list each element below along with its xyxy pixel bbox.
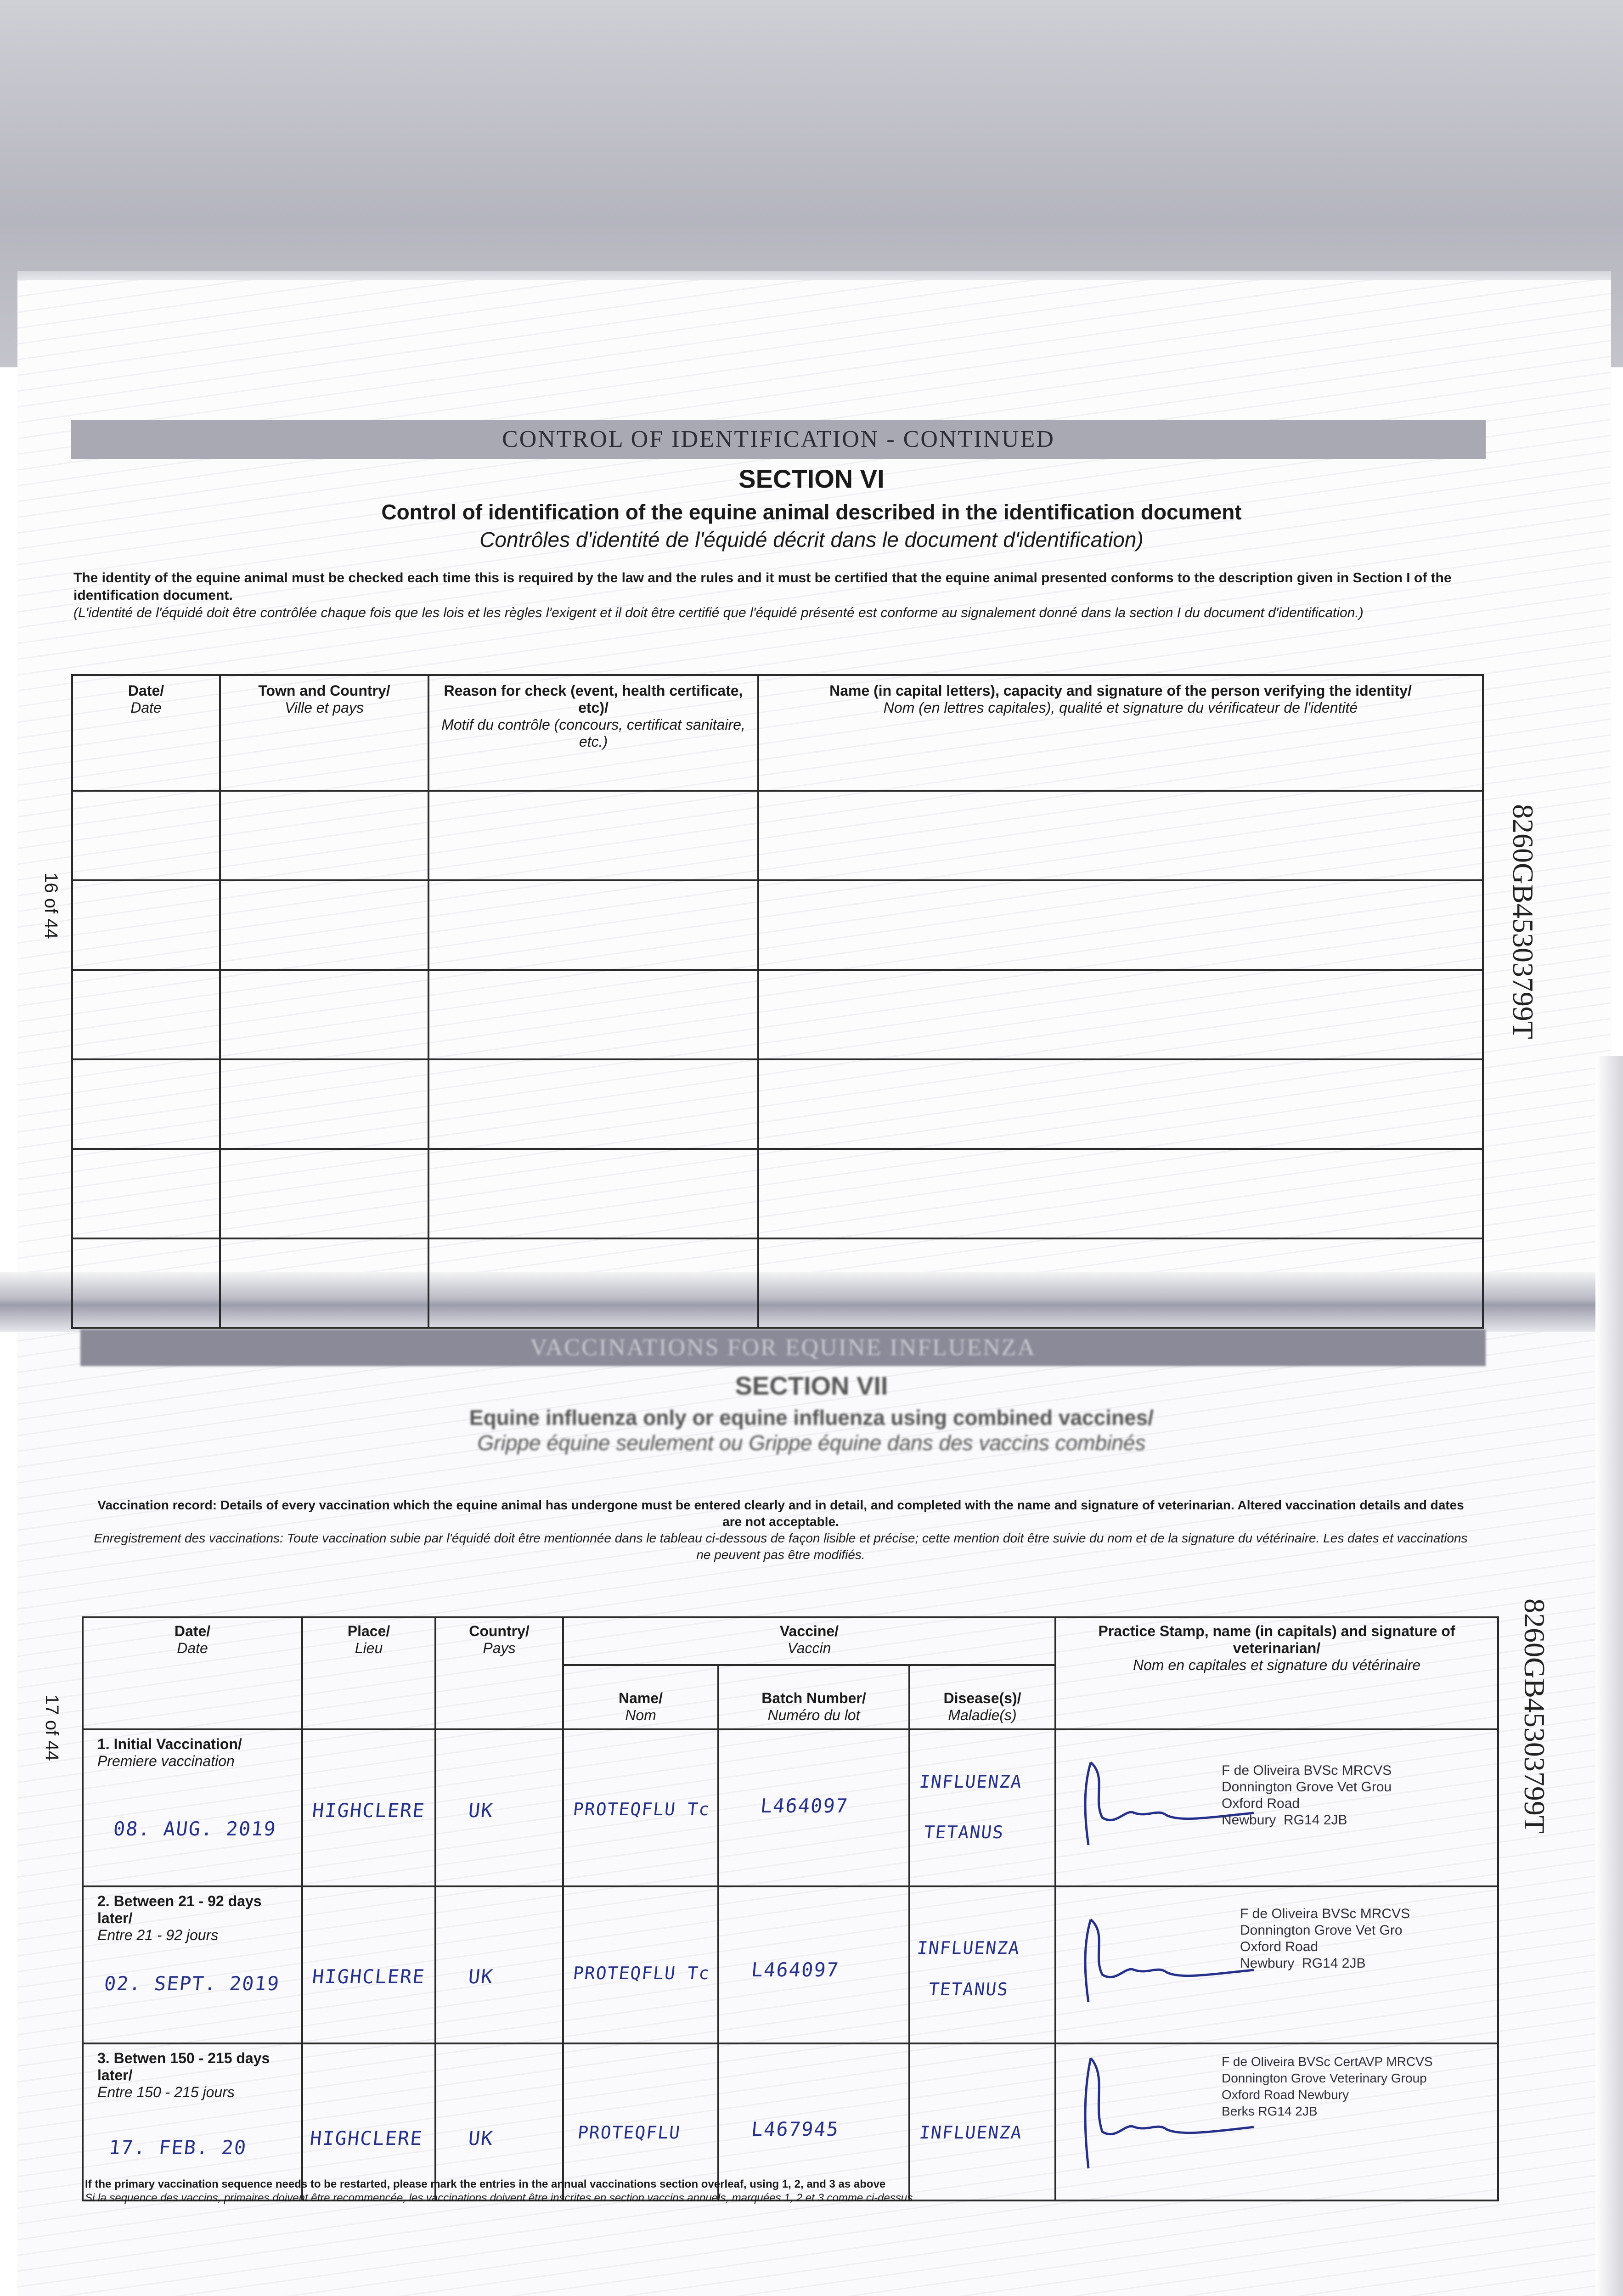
handwritten-batch: L467945	[750, 2118, 840, 2140]
table-row	[72, 880, 1483, 970]
batch-cell[interactable]	[718, 1886, 909, 2043]
town-cell[interactable]	[220, 791, 428, 880]
row-label-en: 1. Initial Vaccination/	[97, 1736, 242, 1752]
table-row	[72, 1238, 1483, 1328]
header-verifier: Name (in capital letters), capacity and signature of the person verifying the identity/ Nom (en lettres capitales), qualité et signature du vérificateur de l'identité	[758, 675, 1483, 791]
section-banner: CONTROL OF IDENTIFICATION - CONTINUED	[71, 420, 1486, 459]
handwritten-disease-1: INFLUENZA	[916, 1938, 1021, 1958]
page-number: 17 of 44	[41, 1694, 62, 1761]
section-title: SECTION VI	[738, 464, 885, 493]
verifier-cell[interactable]	[758, 880, 1483, 970]
country-cell[interactable]	[435, 2043, 563, 2200]
batch-cell[interactable]	[718, 1729, 909, 1886]
date-cell[interactable]	[72, 880, 220, 970]
verifier-cell[interactable]	[758, 970, 1483, 1059]
header-diseases: Disease(s)/ Maladie(s)	[909, 1665, 1055, 1729]
town-cell[interactable]	[220, 1238, 428, 1328]
header-reason: Reason for check (event, health certificate, etc)/ Motif du contrôle (concours, certificat sanitaire, etc.)	[428, 675, 758, 791]
reason-cell[interactable]	[428, 1149, 758, 1238]
practice-stamp: F de Oliveira BVSc MRCVS Donnington Grove Vet Grou Oxford Road Newbury RG14 2JB	[1222, 1763, 1392, 1828]
stamp-cell[interactable]	[1055, 1886, 1498, 2043]
document-id: 8260GB45303799T	[1507, 804, 1539, 1039]
table-row	[72, 970, 1483, 1059]
row-label-en: 3. Betwen 150 - 215 days later/	[97, 2050, 270, 2083]
date-cell[interactable]	[72, 970, 220, 1059]
handwritten-country: UK	[467, 1965, 495, 1988]
reason-cell[interactable]	[428, 880, 758, 970]
handwritten-place: HIGHCLERE	[311, 1965, 427, 1988]
handwritten-vaccine-name: PROTEQFLU	[576, 2122, 682, 2143]
verifier-cell[interactable]	[758, 1059, 1483, 1149]
reason-cell[interactable]	[428, 1059, 758, 1149]
practice-stamp: F de Oliveira BVSc MRCVS Donnington Grove Vet Gro Oxford Road Newbury RG14 2JB	[1240, 1906, 1410, 1971]
table-row	[72, 1149, 1483, 1238]
section-banner-blurred: VACCINATIONS FOR EQUINE INFLUENZA	[80, 1329, 1486, 1366]
stamp-cell[interactable]	[1055, 2043, 1498, 2200]
row-label-fr: Entre 150 - 215 jours	[97, 2084, 235, 2100]
handwritten-vaccine-name: PROTEQFLU Tc	[572, 1799, 711, 1819]
header-batch-number: Batch Number/ Numéro du lot	[718, 1665, 909, 1729]
handwritten-vaccine-name: PROTEQFLU Tc	[572, 1963, 711, 1983]
document-id: 8260GB45303799T	[1518, 1598, 1551, 1834]
practice-stamp: F de Oliveira BVSc CertAVP MRCVS Donnington Grove Veterinary Group Oxford Road Newbury Berks RG14 2JB	[1222, 2054, 1433, 2118]
handwritten-disease-2: TETANUS	[923, 1822, 1005, 1842]
disease-cell[interactable]	[909, 1729, 1055, 1886]
record-fr: Enregistrement des vaccinations: Toute vaccination subie par l'équidé doit être mentionnée dans le tableau ci-dessous de façon lisible et précise; cette mention doit être suivie du nom et de la signature du vétérinaire. Les dates et vaccinations ne peuvent pas être modifiés.	[94, 1531, 1468, 1562]
header-place: Place/ Lieu	[302, 1617, 435, 1729]
handwritten-date: 17. FEB. 20	[107, 2136, 248, 2159]
table-header-row	[72, 675, 1483, 791]
header-vaccine: Vaccine/ Vaccin	[563, 1617, 1055, 1665]
handwritten-date: 08. AUG. 2019	[112, 1818, 278, 1840]
vaccine-name-cell[interactable]	[563, 1886, 718, 2043]
footnote-fr: Si la sequence des vaccins, primaires doivent être recommencée, les vaccinations doivent être inscrites en section vaccins annuels, marquées 1, 2 et 3 comme ci-dessus	[85, 2192, 913, 2204]
handwritten-place: HIGHCLERE	[309, 2127, 424, 2150]
handwritten-country: UK	[467, 1799, 495, 1822]
section-subtitle-fr: Contrôles d'identité de l'équidé décrit dans le document d'identification)	[479, 528, 1144, 551]
record-en: Vaccination record: Details of every vaccination which the equine animal has undergone must be entered clearly and in detail, and completed with the name and signature of veterinarian. Altered vaccination details and dates are not acceptable.	[97, 1498, 1464, 1529]
section-subtitle-en: Equine influenza only or equine influenza using combined vaccines/	[469, 1406, 1154, 1429]
binding-shadow	[1595, 1056, 1623, 2296]
header-practice-stamp: Practice Stamp, name (in capitals) and signature of veterinarian/ Nom en capitales et signature du vétérinaire	[1055, 1617, 1498, 1729]
place-cell[interactable]	[302, 1886, 435, 2043]
row-label-en: 2. Between 21 - 92 days later/	[97, 1893, 262, 1926]
row-label-fr: Entre 21 - 92 jours	[97, 1927, 219, 1943]
table-row	[83, 2043, 1498, 2200]
identification-check-table	[71, 674, 1484, 1329]
stamp-cell[interactable]	[1055, 1729, 1498, 1886]
footnote-en: If the primary vaccination sequence needs to be restarted, please mark the entries in the annual vaccinations section overleaf, using 1, 2, and 3 as above	[85, 2178, 886, 2190]
verifier-cell[interactable]	[758, 1149, 1483, 1238]
reason-cell[interactable]	[428, 1238, 758, 1328]
header-date: Date/ Date	[72, 675, 220, 791]
row-label-fr: Premiere vaccination	[97, 1753, 235, 1769]
batch-cell[interactable]	[718, 2043, 909, 2200]
reason-cell[interactable]	[428, 970, 758, 1059]
handwritten-date: 02. SEPT. 2019	[103, 1972, 281, 1995]
veterinarian-signature	[1070, 1915, 1263, 2007]
section-subtitle-en: Control of identification of the equine animal described in the identification document	[381, 500, 1242, 524]
intro-fr: (L'identité de l'équidé doit être contrôlée chaque fois que les lois et les règles l'exigent et il doit être certifié que l'équidé présenté est conforme au signalement donné dans la section I du document d'identification.)	[73, 605, 1364, 620]
country-cell[interactable]	[435, 1729, 563, 1886]
header-date: Date/ Date	[83, 1617, 302, 1729]
date-cell[interactable]	[72, 1059, 220, 1149]
table-header-row	[83, 1617, 1498, 1665]
disease-cell[interactable]	[909, 2043, 1055, 2200]
header-town-country: Town and Country/ Ville et pays	[220, 675, 428, 791]
vaccination-record-text	[87, 1497, 1474, 1563]
header-country: Country/ Pays	[435, 1617, 563, 1729]
handwritten-disease-2: TETANUS	[927, 1979, 1010, 1999]
handwritten-batch: L464097	[750, 1958, 840, 1981]
verifier-cell[interactable]	[758, 1238, 1483, 1328]
table-row	[72, 1059, 1483, 1149]
reason-cell[interactable]	[428, 791, 758, 880]
handwritten-country: UK	[467, 2127, 495, 2150]
section-title: SECTION VII	[735, 1371, 888, 1400]
place-cell[interactable]	[302, 1729, 435, 1886]
header-vaccine-name: Name/ Nom	[563, 1665, 718, 1729]
vaccine-name-cell[interactable]	[563, 1729, 718, 1886]
intro-en: The identity of the equine animal must be checked each time this is required by the law and the rules and it must be certified that the equine animal presented conforms to the description given in Section I of the identification document.	[73, 570, 1452, 603]
date-cell[interactable]	[83, 1729, 302, 1886]
country-cell[interactable]	[435, 1886, 563, 2043]
handwritten-place: HIGHCLERE	[311, 1799, 427, 1822]
place-cell[interactable]	[302, 2043, 435, 2200]
footnote	[85, 2178, 1463, 2205]
date-cell[interactable]	[83, 2043, 302, 2200]
page-number: 16 of 44	[40, 872, 61, 939]
date-cell[interactable]	[72, 1238, 220, 1328]
handwritten-disease-1: INFLUENZA	[918, 1772, 1024, 1792]
table-row	[83, 1886, 1498, 2043]
town-cell[interactable]	[220, 970, 428, 1059]
date-cell[interactable]	[83, 1886, 302, 2043]
town-cell[interactable]	[220, 880, 428, 970]
verifier-cell[interactable]	[758, 791, 1483, 880]
town-cell[interactable]	[220, 1059, 428, 1149]
vaccine-name-cell[interactable]	[563, 2043, 718, 2200]
handwritten-disease-1: INFLUENZA	[918, 2122, 1024, 2143]
section-subtitle-fr: Grippe équine seulement ou Grippe équine dans des vaccins combinés	[477, 1431, 1146, 1455]
date-cell[interactable]	[72, 791, 220, 880]
table-row	[83, 1729, 1498, 1886]
date-cell[interactable]	[72, 1149, 220, 1238]
handwritten-batch: L464097	[759, 1795, 850, 1817]
vaccination-table	[82, 1616, 1499, 2201]
table-row	[72, 791, 1483, 880]
disease-cell[interactable]	[909, 1886, 1055, 2043]
intro-text	[73, 569, 1470, 622]
town-cell[interactable]	[220, 1149, 428, 1238]
